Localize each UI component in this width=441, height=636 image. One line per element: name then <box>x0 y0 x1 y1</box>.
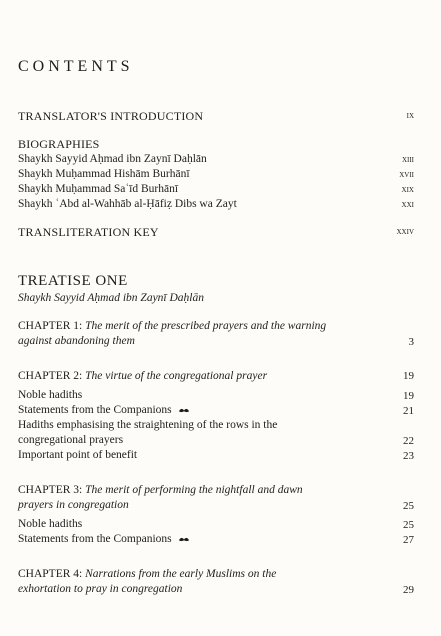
chapter-label: CHAPTER 4: <box>18 568 83 580</box>
toc-subentry[interactable]: Noble hadiths <box>18 518 83 530</box>
page-number: 3 <box>408 336 414 348</box>
page-number: xvii <box>399 169 414 180</box>
toc-entry-transliteration-key[interactable]: TRANSLITERATION KEY <box>18 225 159 239</box>
contents-title: CONTENTS <box>18 58 134 75</box>
chapter-title: The merit of the prescribed prayers and the warning <box>85 320 327 332</box>
chapter-label: CHAPTER 1: <box>18 320 83 332</box>
chapter-title: The virtue of the congregational prayer <box>85 370 268 382</box>
toc-entry-chapter-3[interactable] <box>18 483 338 513</box>
page-number: xxiv <box>396 226 414 237</box>
chapter-title: Narrations from the early Muslims on the <box>85 568 277 580</box>
toc-subentry[interactable] <box>18 533 190 545</box>
chapter-label: CHAPTER 2: <box>18 370 83 382</box>
chapter-label: CHAPTER 3: <box>18 484 83 496</box>
toc-entry-biography[interactable]: Shaykh Muḥammad Saʿīd Burhānī <box>18 183 179 195</box>
chapter-title-cont: prayers in congregation <box>18 499 129 511</box>
toc-entry-biography[interactable]: Shaykh Sayyid Aḥmad ibn Zaynī Daḥlān <box>18 153 207 165</box>
honorific-icon <box>178 406 190 414</box>
biographies-heading: BIOGRAPHIES <box>18 137 100 151</box>
chapter-title-cont: against abandoning them <box>18 335 135 347</box>
page-number: 25 <box>403 500 414 512</box>
honorific-icon <box>178 535 190 543</box>
page-number: 19 <box>403 390 414 402</box>
page-number: ix <box>406 110 414 121</box>
toc-subentry[interactable]: Noble hadiths <box>18 389 83 401</box>
subentry-title: Statements from the Companions <box>18 404 172 416</box>
page-number: xiii <box>401 154 414 165</box>
toc-entry-chapter-2[interactable] <box>18 369 338 384</box>
treatise-author: Shaykh Sayyid Aḥmad ibn Zaynī Daḥlān <box>18 292 204 304</box>
toc-entry-chapter-1[interactable] <box>18 319 338 349</box>
toc-entry-biography[interactable]: Shaykh ʿAbd al-Wahhāb al-Ḥāfiẓ Dibs wa Zayt <box>18 198 237 210</box>
page-number: 29 <box>403 584 414 596</box>
page-number: xxi <box>401 199 414 210</box>
chapter-title: The merit of performing the nightfall and dawn <box>85 484 303 496</box>
toc-subentry[interactable] <box>18 404 190 416</box>
page-number: xix <box>401 184 414 195</box>
toc-subentry-cont: congregational prayers <box>18 434 124 446</box>
page-number: 19 <box>403 370 414 382</box>
toc-subentry[interactable]: Hadiths emphasising the straightening of the rows in the <box>18 419 278 431</box>
toc-entry-translators-introduction[interactable]: TRANSLATOR'S INTRODUCTION <box>18 109 204 123</box>
page-number: 27 <box>403 534 414 546</box>
page-number: 23 <box>403 450 414 462</box>
page-number: 25 <box>403 519 414 531</box>
toc-entry-biography[interactable]: Shaykh Muḥammad Hishām Burhānī <box>18 168 190 180</box>
treatise-title: TREATISE ONE <box>18 273 128 289</box>
toc-entry-chapter-4[interactable] <box>18 567 338 597</box>
subentry-title: Statements from the Companions <box>18 533 172 545</box>
toc-subentry[interactable]: Important point of benefit <box>18 449 138 461</box>
page-number: 22 <box>403 435 414 447</box>
chapter-title-cont: exhortation to pray in congregation <box>18 583 183 595</box>
page-number: 21 <box>403 405 414 417</box>
